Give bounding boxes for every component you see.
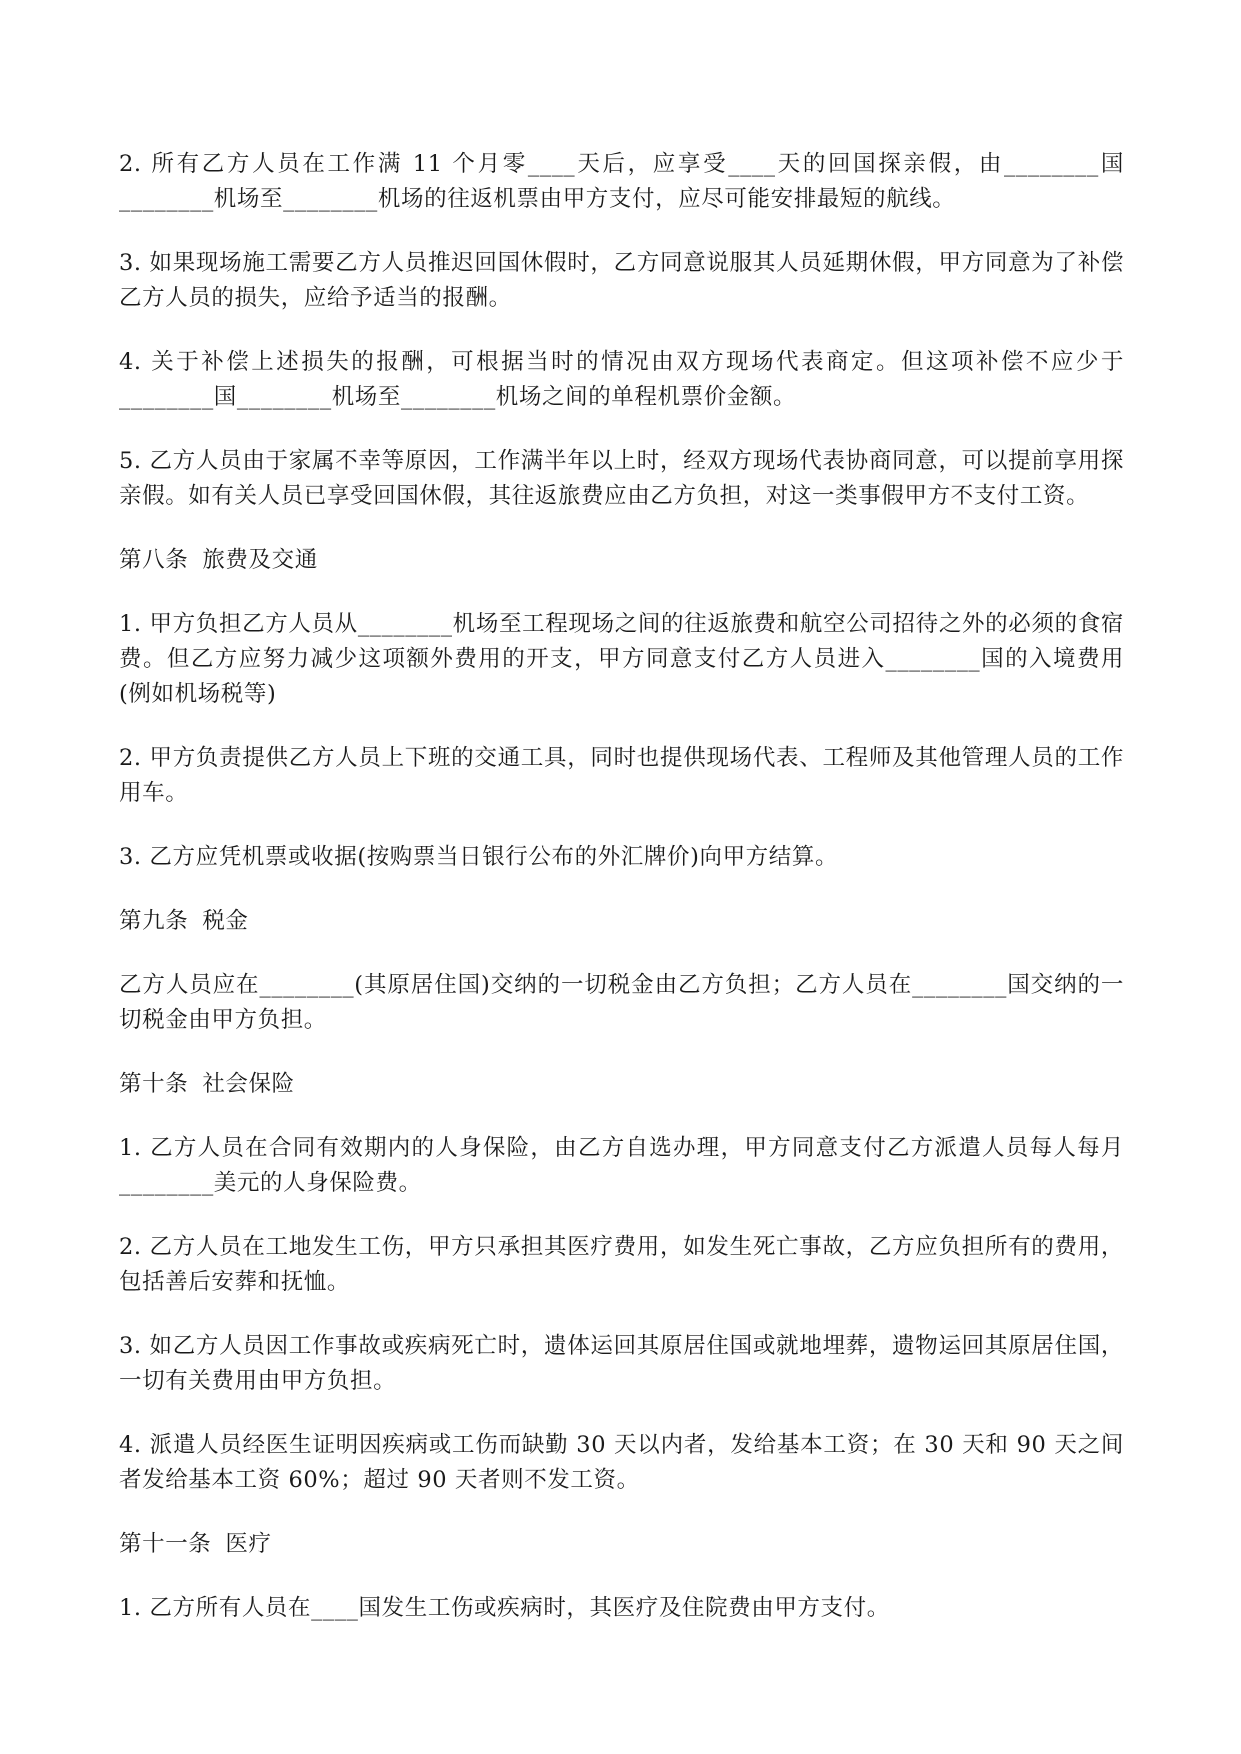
paragraph: 4. 派遣人员经医生证明因疾病或工伤而缺勤 30 天以内者，发给基本工资；在 30 天和 90 天之间者发给基本工资 60%；超过 90 天者则不发工资。 — [119, 1432, 1124, 1493]
article-heading — [119, 904, 1124, 939]
article-number: 第八条 — [119, 547, 189, 573]
paragraph: 3. 如果现场施工需要乙方人员推迟回国休假时，乙方同意说服其人员延期休假，甲方同意为了补偿乙方人员的损失，应给予适当的报酬。 — [119, 250, 1124, 311]
article-number: 第十条 — [119, 1071, 189, 1097]
article-number: 第十一条 — [119, 1531, 212, 1557]
document-body — [119, 147, 1124, 1655]
paragraph: 3. 如乙方人员因工作事故或疾病死亡时，遗体运回其原居住国或就地埋葬，遗物运回其原居住国，一切有关费用由甲方负担。 — [119, 1333, 1124, 1394]
paragraph: 4. 关于补偿上述损失的报酬，可根据当时的情况由双方现场代表商定。但这项补偿不应少于________国________机场至________机场之间的单程机票价金额。 — [119, 349, 1124, 410]
article-heading — [119, 543, 1124, 578]
article-number: 第九条 — [119, 908, 189, 934]
paragraph: 乙方人员应在________(其原居住国)交纳的一切税金由乙方负担；乙方人员在________国交纳的一切税金由甲方负担。 — [119, 972, 1124, 1033]
paragraph: 1. 乙方人员在合同有效期内的人身保险，由乙方自选办理，甲方同意支付乙方派遣人员每人每月________美元的人身保险费。 — [119, 1135, 1124, 1196]
paragraph: 2. 所有乙方人员在工作满 11 个月零____天后，应享受____天的回国探亲假，由________国________机场至________机场的往返机票由甲方支付，应尽可能安排最短的航线。 — [119, 151, 1124, 212]
paragraph: 5. 乙方人员由于家属不幸等原因，工作满半年以上时，经双方现场代表协商同意，可以提前享用探亲假。如有关人员已享受回国休假，其往返旅费应由乙方负担，对这一类事假甲方不支付工资。 — [119, 448, 1124, 509]
paragraph: 1. 甲方负担乙方人员从________机场至工程现场之间的往返旅费和航空公司招待之外的必须的食宿费。但乙方应努力减少这项额外费用的开支，甲方同意支付乙方人员进入________国的入境费用(例如机场税等) — [119, 611, 1124, 707]
article-title: 旅费及交通 — [202, 547, 318, 573]
article-title: 医疗 — [225, 1531, 272, 1557]
article-title: 社会保险 — [202, 1071, 295, 1097]
paragraph: 2. 乙方人员在工地发生工伤，甲方只承担其医疗费用，如发生死亡事故，乙方应负担所有的费用，包括善后安葬和抚恤。 — [119, 1234, 1124, 1295]
paragraph: 3. 乙方应凭机票或收据(按购票当日银行公布的外汇牌价)向甲方结算。 — [119, 844, 839, 870]
paragraph: 2. 甲方负责提供乙方人员上下班的交通工具，同时也提供现场代表、工程师及其他管理人员的工作用车。 — [119, 745, 1124, 806]
article-heading — [119, 1527, 1124, 1562]
article-title: 税金 — [202, 908, 249, 934]
paragraph: 1. 乙方所有人员在____国发生工伤或疾病时，其医疗及住院费由甲方支付。 — [119, 1595, 890, 1621]
article-heading — [119, 1067, 1124, 1102]
